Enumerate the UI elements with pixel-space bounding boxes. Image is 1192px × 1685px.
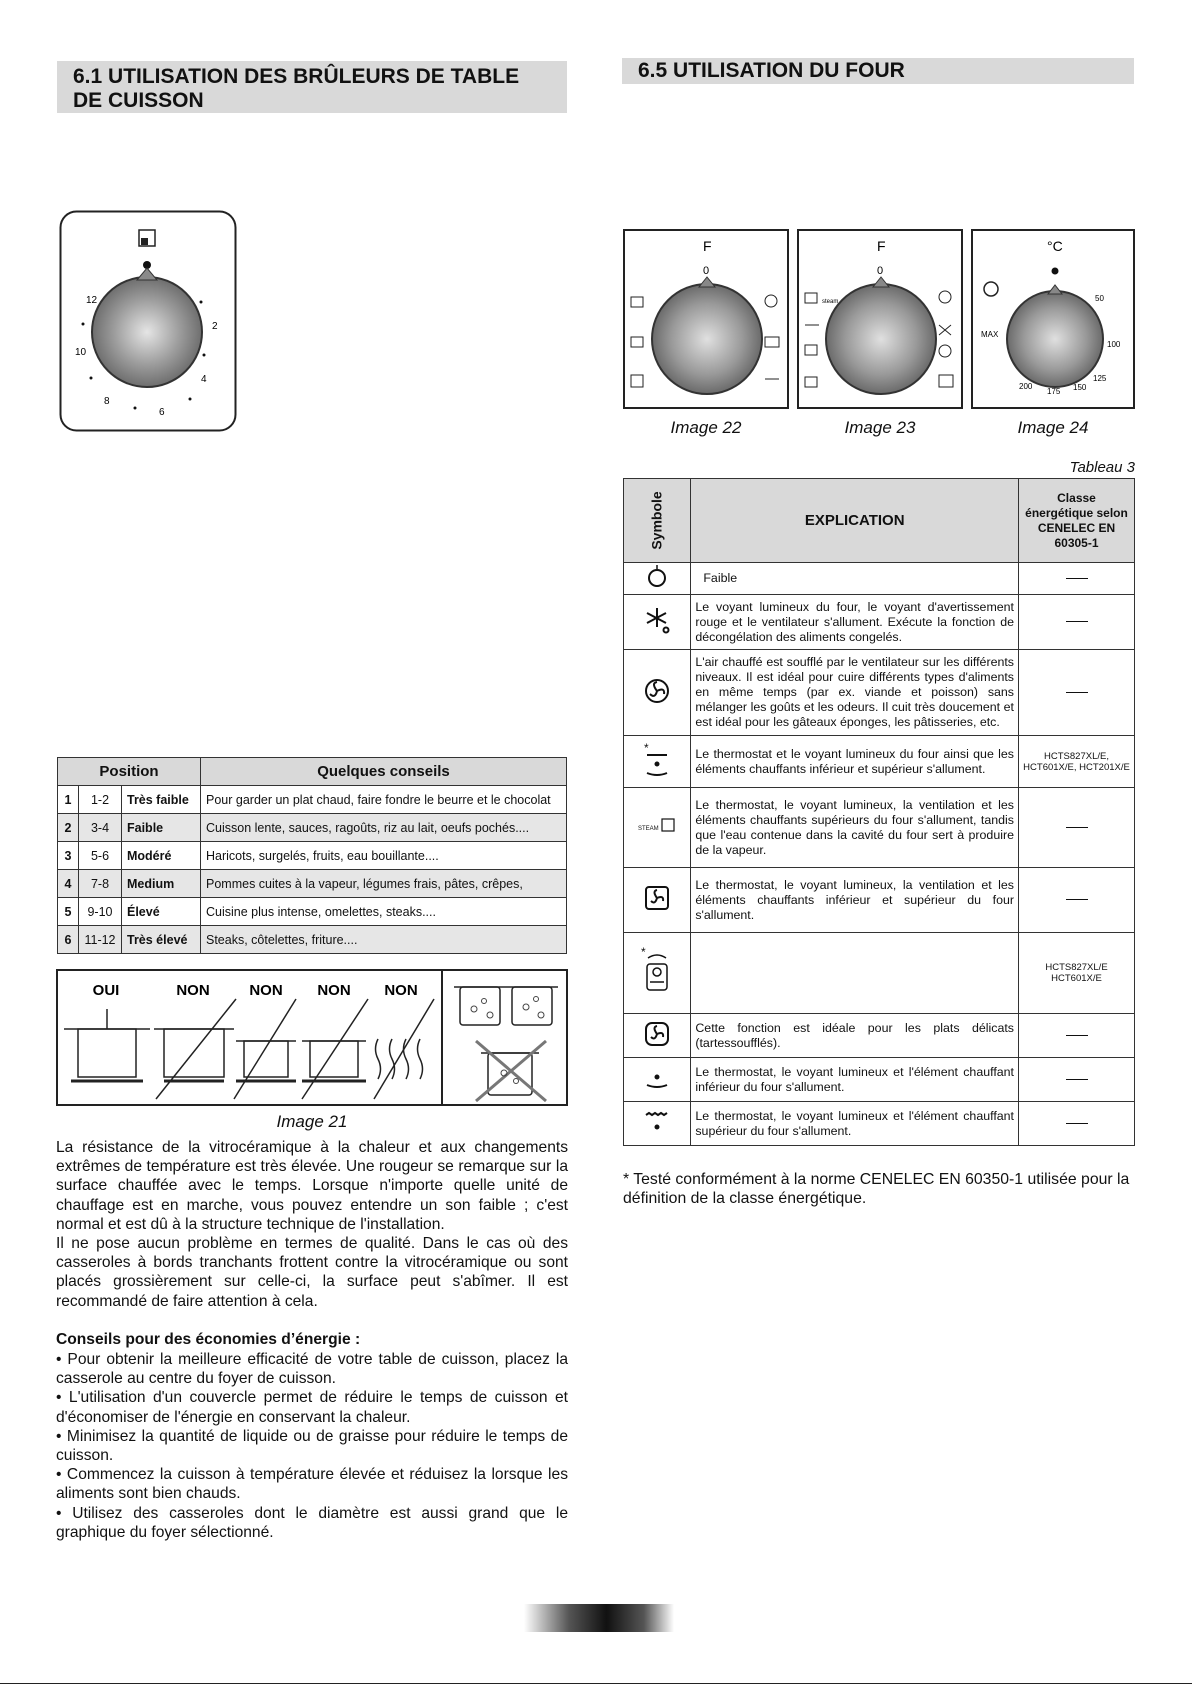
knob3-unit-label: °C	[1047, 238, 1063, 254]
svg-text:*: *	[644, 742, 649, 755]
row-level: Faible	[122, 814, 201, 842]
row-class	[1019, 788, 1135, 868]
knob3-temp-125: 125	[1093, 374, 1107, 383]
dash-mark	[1066, 1123, 1088, 1124]
dial-label-2: 2	[212, 321, 218, 332]
oven-knob-image24	[971, 229, 1135, 409]
tip-item: • Commencez la cuisson à température élevée et réduisez la lorsque les aliments sont bien chauds.	[56, 1466, 568, 1503]
row-explanation: Faible	[691, 563, 1019, 595]
svg-text:STEAM: STEAM	[638, 825, 659, 832]
header-class: Classe énergétique selon CENELEC EN 60305-1	[1019, 479, 1135, 563]
lamp-icon	[624, 563, 691, 595]
dash-mark	[1066, 578, 1088, 579]
table-row	[624, 868, 1135, 933]
row-explanation: Le thermostat, le voyant lumineux et l'élément chauffant supérieur du four s'allument.	[691, 1102, 1019, 1146]
row-advice: Pommes cuites à la vapeur, légumes frais, pâtes, crêpes,	[201, 870, 567, 898]
header-symbol-text: Symbole	[648, 491, 665, 550]
steam-icon	[624, 788, 691, 868]
row-advice: Steaks, côtelettes, friture....	[201, 926, 567, 954]
row-range: 7-8	[79, 870, 122, 898]
row-level: Très faible	[122, 786, 201, 814]
row-class	[1019, 563, 1135, 595]
row-advice: Cuisine plus intense, omelettes, steaks....	[201, 898, 567, 926]
tips-list	[56, 1350, 568, 1542]
table-row	[624, 736, 1135, 788]
row-explanation: Cette fonction est idéale pour les plats délicats (tartessoufflés).	[691, 1014, 1019, 1058]
table-row	[624, 933, 1135, 1014]
row-number: 5	[58, 898, 79, 926]
row-range: 5-6	[79, 842, 122, 870]
pan-usage-illustration	[56, 969, 568, 1106]
dash-mark	[1066, 1035, 1088, 1036]
row-number: 1	[58, 786, 79, 814]
top-bottom-heat-icon	[624, 736, 691, 788]
row-number: 2	[58, 814, 79, 842]
knob3-temp-175: 175	[1047, 387, 1061, 396]
paragraph-resistance: La résistance de la vitrocéramique à la chaleur et aux changements extrêmes de température est très élevée. Une rougeur se remarque sur la surface chauffée avec le temps. Lorsque n'importe quelle unité de chauffage est en marche, vous pouvez entendre un son faible ; c'est normal et est dû à la structure technique de l'installation.	[56, 1139, 568, 1233]
table-row	[58, 898, 567, 926]
row-explanation: Le voyant lumineux du four, le voyant d'avertissement rouge et le ventilateur s'allument. Exécute la fonction de décongélation des aliments congelés.	[691, 595, 1019, 650]
table-row	[624, 788, 1135, 868]
row-explanation: Le thermostat, le voyant lumineux et l'élément chauffant inférieur du four s'allument.	[691, 1058, 1019, 1102]
row-class	[1019, 1014, 1135, 1058]
image22-caption: Image 22	[670, 418, 742, 437]
knob3-temp-150: 150	[1073, 383, 1087, 392]
pan-label-non-4: NON	[384, 982, 418, 999]
row-range: 3-4	[79, 814, 122, 842]
footnote: * Testé conformément à la norme CENELEC EN 60350-1 utilisée pour la définition de la classe énergétique.	[623, 1171, 1130, 1208]
row-class	[1019, 650, 1135, 736]
row-class	[1019, 595, 1135, 650]
knob1-f-label: F	[703, 238, 712, 254]
section-heading-oven: 6.5 UTILISATION DU FOUR	[622, 58, 1134, 84]
fan-icon	[624, 650, 691, 736]
section-heading-hob: 6.1 UTILISATION DES BRÛLEURS DE TABLE DE CUISSON	[57, 61, 567, 113]
row-advice: Cuisson lente, sauces, ragoûts, riz au lait, oeufs pochés....	[201, 814, 567, 842]
table-row	[58, 814, 567, 842]
oven-knob-image22	[623, 229, 789, 409]
svg-text:*: *	[641, 946, 646, 959]
row-range: 11-12	[79, 926, 122, 954]
knob3-temp-100: 100	[1107, 340, 1121, 349]
tip-item: • Utilisez des casseroles dont le diamètre est aussi grand que le graphique du foyer sélectionné.	[56, 1504, 568, 1541]
oven-function-table	[623, 478, 1135, 1146]
knob3-temp-50: 50	[1095, 294, 1104, 303]
row-explanation: L'air chauffé est soufflé par le ventilateur sur les différents niveaux. Il est idéal pour cuire différents types d'aliments en même temps (par ex. viande et poisson) sans mélanger les goûts et les odeurs. Il cuit très doucement et est idéal pour les gâteaux éponges, les pâtisseries, etc.	[691, 650, 1019, 736]
dial-label-10: 10	[75, 347, 87, 358]
fan-delicate-icon	[624, 1014, 691, 1058]
tip-item: • L'utilisation d'un couvercle permet de réduire le temps de cuisson et d'économiser de l'énergie en conservant la chaleur.	[56, 1389, 568, 1426]
row-explanation: Le thermostat, le voyant lumineux, la ventilation et les éléments chauffants supérieurs du four s'allument, tandis que l'eau contenue dans la cavité du four sert à produire de la vapeur.	[691, 788, 1019, 868]
table-row	[624, 1058, 1135, 1102]
knob2-f-label: F	[877, 238, 886, 254]
table-row	[624, 650, 1135, 736]
dash-mark	[1066, 621, 1088, 622]
row-level: Très élevé	[122, 926, 201, 954]
fan-top-bottom-icon	[624, 868, 691, 933]
row-explanation	[691, 933, 1019, 1014]
hob-dial-illustration	[59, 210, 237, 432]
cook-light-icon	[624, 933, 691, 1014]
header-advice: Quelques conseils	[201, 758, 567, 786]
page-number-bar	[524, 1604, 674, 1632]
dash-mark	[1066, 692, 1088, 693]
row-number: 4	[58, 870, 79, 898]
row-advice: Pour garder un plat chaud, faire fondre le beurre et le chocolat	[201, 786, 567, 814]
row-number: 6	[58, 926, 79, 954]
row-explanation: Le thermostat et le voyant lumineux du four ainsi que les éléments chauffants inférieur et supérieur s'allument.	[691, 736, 1019, 788]
row-range: 9-10	[79, 898, 122, 926]
table-row	[624, 1014, 1135, 1058]
header-position: Position	[58, 758, 201, 786]
tips-title: Conseils pour des économies d’énergie :	[56, 1331, 361, 1348]
image21-caption: Image 21	[276, 1112, 348, 1131]
knob3-max-label: MAX	[981, 330, 999, 339]
pan-label-oui: OUI	[92, 982, 120, 999]
row-explanation: Le thermostat, le voyant lumineux, la ventilation et les éléments chauffants inférieur et supérieur du four s'allument.	[691, 868, 1019, 933]
row-class: HCTS827XL/E HCT601X/E	[1019, 933, 1135, 1014]
row-level: Medium	[122, 870, 201, 898]
row-class: HCTS827XL/E, HCT601X/E, HCT201X/E	[1019, 736, 1135, 788]
paragraph-quality: Il ne pose aucun problème en termes de qualité. Dans le cas où des casseroles à bords tranchants frottent contre la vitrocéramique ou sont placés grossièrement sur celle-ci, la surface peut s'abîmer. Il est recommandé de faire attention à cela.	[56, 1235, 568, 1310]
knob1-zero-label: 0	[703, 265, 710, 277]
pan-label-non-1: NON	[176, 982, 210, 999]
table-row	[58, 786, 567, 814]
pan-label-non-3: NON	[317, 982, 351, 999]
oven-knob-image23	[797, 229, 963, 409]
row-class	[1019, 868, 1135, 933]
knob3-temp-200: 200	[1019, 382, 1033, 391]
row-class	[1019, 1058, 1135, 1102]
dial-label-12: 12	[86, 295, 98, 306]
defrost-icon	[624, 595, 691, 650]
bottom-rule	[0, 1683, 1192, 1684]
table3-title: Tableau 3	[1069, 459, 1135, 476]
row-range: 1-2	[79, 786, 122, 814]
table-row	[58, 926, 567, 954]
tip-item: • Minimisez la quantité de liquide ou de graisse pour réduire le temps de cuisson.	[56, 1427, 568, 1465]
row-class	[1019, 1102, 1135, 1146]
header-explanation: EXPLICATION	[691, 479, 1019, 563]
knob2-zero-label: 0	[877, 265, 884, 277]
row-level: Modéré	[122, 842, 201, 870]
dial-label-4: 4	[201, 374, 207, 385]
bottom-heat-icon	[624, 1058, 691, 1102]
tip-item: • Pour obtenir la meilleure efficacité de votre table de cuisson, placez la casserole au centre du foyer de cuisson.	[56, 1351, 568, 1388]
knob2-steam-label: steam	[822, 299, 839, 305]
table-row	[58, 842, 567, 870]
top-heat-icon	[624, 1102, 691, 1146]
dial-label-8: 8	[104, 396, 110, 407]
header-symbol	[624, 479, 691, 563]
image24-caption: Image 24	[1017, 418, 1089, 437]
dash-mark	[1066, 827, 1088, 828]
position-table	[57, 757, 567, 954]
table-row	[624, 1102, 1135, 1146]
dash-mark	[1066, 899, 1088, 900]
image23-caption: Image 23	[844, 418, 916, 437]
row-number: 3	[58, 842, 79, 870]
table-row	[58, 870, 567, 898]
table-row	[624, 563, 1135, 595]
row-advice: Haricots, surgelés, fruits, eau bouillante....	[201, 842, 567, 870]
row-level: Élevé	[122, 898, 201, 926]
dash-mark	[1066, 1079, 1088, 1080]
dial-label-6: 6	[159, 407, 165, 418]
table-row	[624, 595, 1135, 650]
pan-label-non-2: NON	[249, 982, 283, 999]
